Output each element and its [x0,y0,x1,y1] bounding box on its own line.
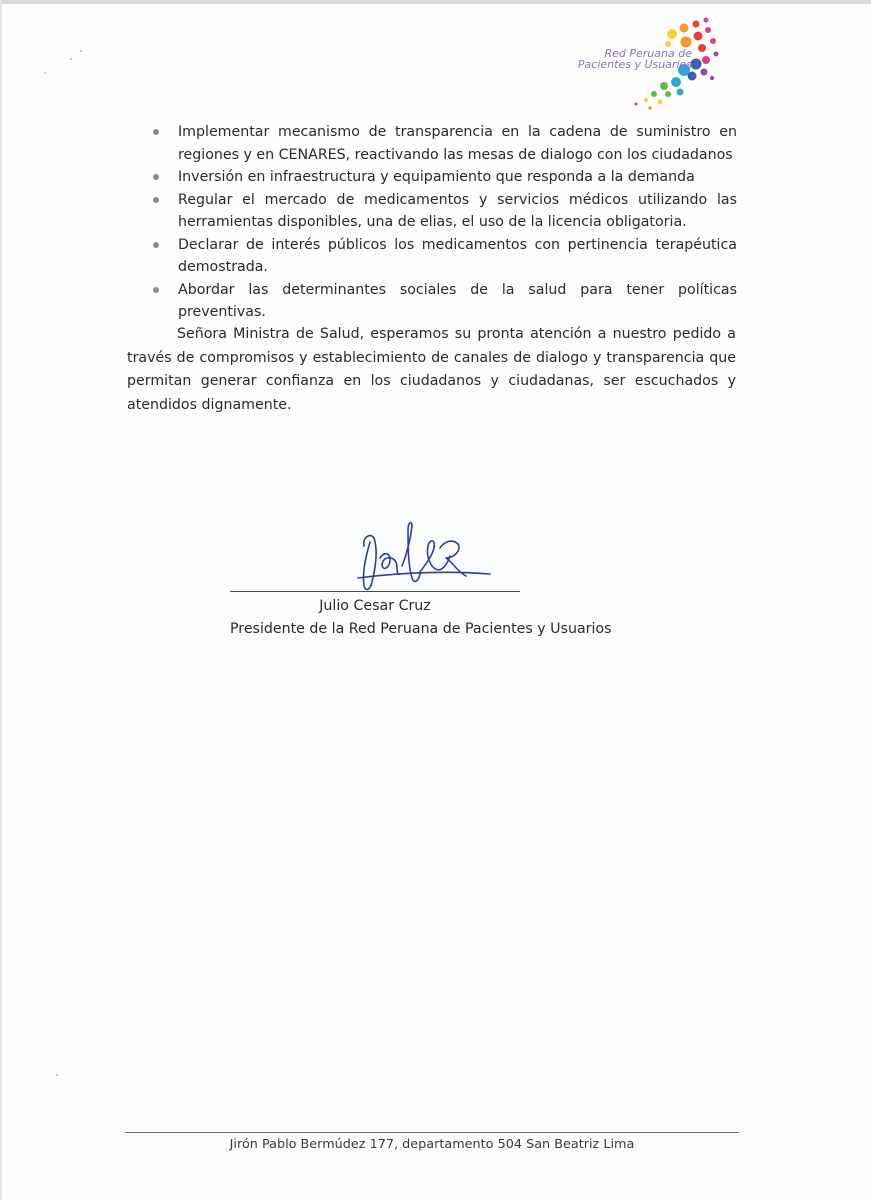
list-item-text: Abordar las determinantes sociales de la salud para tener políticas preventivas. [178,281,737,320]
scan-left-edge [0,0,2,1200]
list-item-text: Inversión en infraestructura y equipamiento que responda a la demanda [178,169,695,185]
bullet-dot-icon [153,197,159,203]
scan-top-edge [0,0,871,4]
signer-title: Presidente de la Red Peruana de Pacientes y Usuarios [230,621,612,637]
list-item [153,234,737,279]
logo-wordmark [562,48,692,70]
logo-text-line2: Pacientes y Usuarios [577,58,692,71]
footer-address: Jirón Pablo Bermúdez 177, departamento 504 San Beatriz Lima [229,1137,635,1152]
bullet-dot-icon [153,287,159,293]
demands-list [153,121,737,324]
list-item [153,189,737,234]
list-item [153,166,737,189]
organization-logo [556,14,736,114]
list-item-text: Regular el mercado de medicamentos y servicios médicos utilizando las herramientas disponibles, una de elias, el uso de la licencia obligatoria. [178,191,737,230]
bullet-dot-icon [153,242,159,248]
list-item-text: Declarar de interés públicos los medicamentos con pertinencia terapéutica demostrada. [178,236,737,275]
list-item [153,121,737,166]
scan-speck [56,1074,58,1076]
footer-divider [125,1132,739,1133]
signer-name: Julio Cesar Cruz [319,598,431,614]
scan-speck [70,58,72,60]
handwritten-signature [340,512,500,602]
list-item-text: Implementar mecanismo de transparencia en la cadena de suministro en regiones y en CENARES, reactivando las mesas de dialogo con los ciudadanos [178,124,737,163]
logo-text-line1: Red Peruana de [604,47,692,60]
closing-paragraph: Señora Ministra de Salud, esperamos su pronta atención a nuestro pedido a través de compromisos y establecimiento de canales de dialogo y transparencia que permitan generar confianza en los ciudadanos y ciudadanas, ser escuchados y atendidos dignamente. [127,326,736,413]
bullet-dot-icon [153,129,159,135]
scan-speck [44,72,46,74]
bullet-dot-icon [153,174,159,180]
scan-speck [80,50,82,52]
list-item [153,279,737,324]
signature-line [230,591,520,592]
